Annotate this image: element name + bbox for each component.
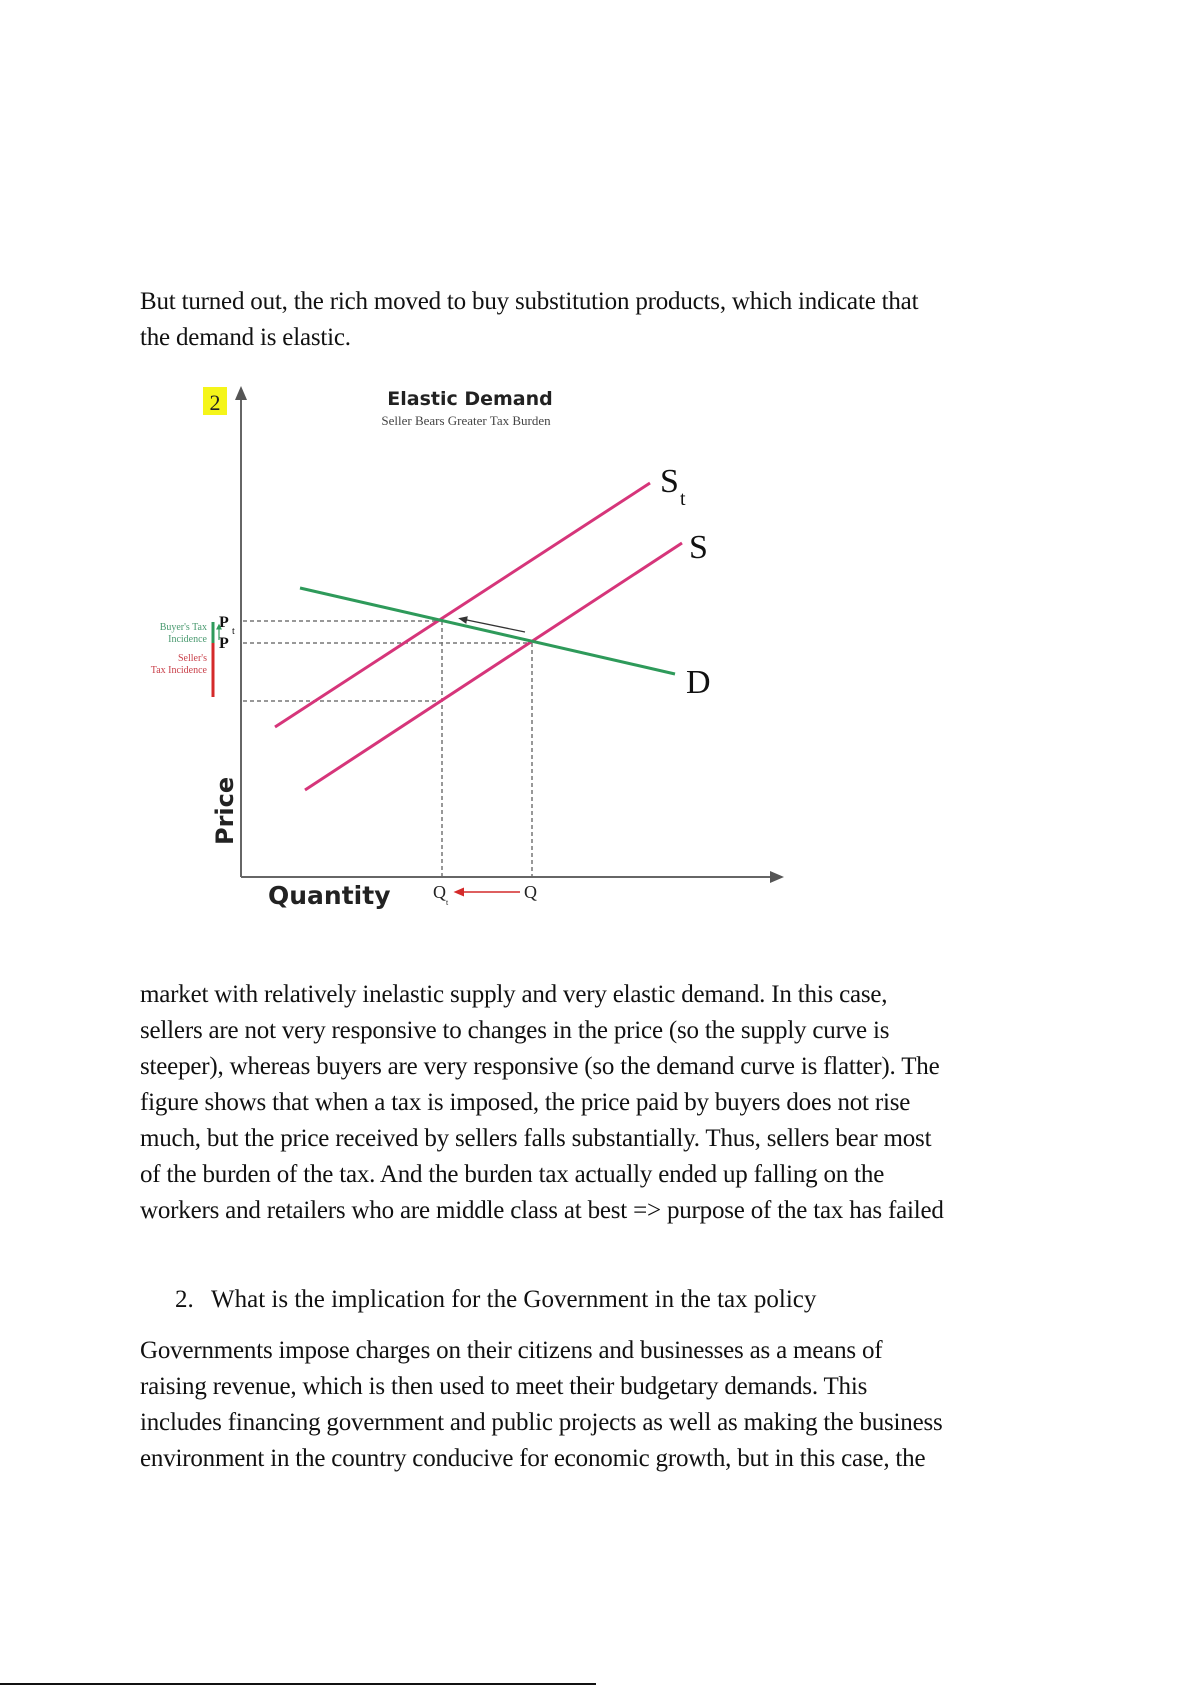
text-line: of the burden of the tax. And the burden tax actually ended up falling on the [140,1161,885,1188]
text-line: steeper), whereas buyers are very responsive (so the demand curve is flatter). The [140,1053,940,1080]
list-number: 2. [175,1286,194,1313]
svg-text:Q: Q [433,882,446,902]
label-q: Q [524,882,537,902]
svg-text:S: S [660,463,679,500]
y-axis-label: Price [211,776,239,845]
text-line: the demand is elastic. [140,324,351,351]
label-p: P [219,635,229,652]
buyer-incidence-label: Buyer's Tax [159,622,207,633]
shift-arrow [462,619,525,632]
svg-text:t: t [232,626,235,637]
elastic-demand-figure [130,380,810,920]
label-qt [433,882,449,907]
text-line: workers and retailers who are middle class at best => purpose of the tax has failed [140,1197,944,1224]
text-line: Governments impose charges on their citizens and businesses as a means of [140,1337,883,1364]
chart-subtitle: Seller Bears Greater Tax Burden [381,413,551,428]
paragraph-government [140,1333,1060,1477]
paragraph-explanation [140,977,1060,1229]
text-line: environment in the country conducive for economic growth, but in this case, the [140,1445,926,1472]
x-axis-label: Quantity [268,881,391,910]
question-heading [175,1282,816,1318]
chart-title: Elastic Demand [387,388,553,410]
text-line: But turned out, the rich moved to buy substitution products, which indicate that [140,288,919,315]
text-line: sellers are not very responsive to changes in the price (so the supply curve is [140,1017,890,1044]
label-d: D [686,664,711,701]
svg-text:t: t [680,488,686,510]
seller-incidence-label: Seller's [177,653,207,664]
svg-text:2: 2 [209,390,221,415]
question-text: What is the implication for the Government in the tax policy [211,1286,817,1313]
text-line: market with relatively inelastic supply and very elastic demand. In this case, [140,981,888,1008]
supply-taxed-curve [275,483,650,727]
demand-curve [300,588,675,674]
label-s: S [689,529,708,566]
dashed-guides [243,621,532,876]
seller-incidence-label: Tax Incidence [150,665,207,676]
label-st [660,463,686,510]
supply-curve [305,543,682,790]
text-line: much, but the price received by sellers falls substantially. Thus, sellers bear most [140,1125,932,1152]
buyer-incidence-label: Incidence [168,634,207,645]
svg-text:P: P [219,614,229,631]
text-line: includes financing government and public projects as well as making the business [140,1409,943,1436]
svg-text:t: t [446,898,449,907]
text-line: raising revenue, which is then used to meet their budgetary demands. This [140,1373,868,1400]
text-line: figure shows that when a tax is imposed, the price paid by buyers does not rise [140,1089,911,1116]
figure-number-badge [203,387,227,415]
paragraph-elastic-intro [140,284,1060,356]
label-pt [219,614,235,637]
